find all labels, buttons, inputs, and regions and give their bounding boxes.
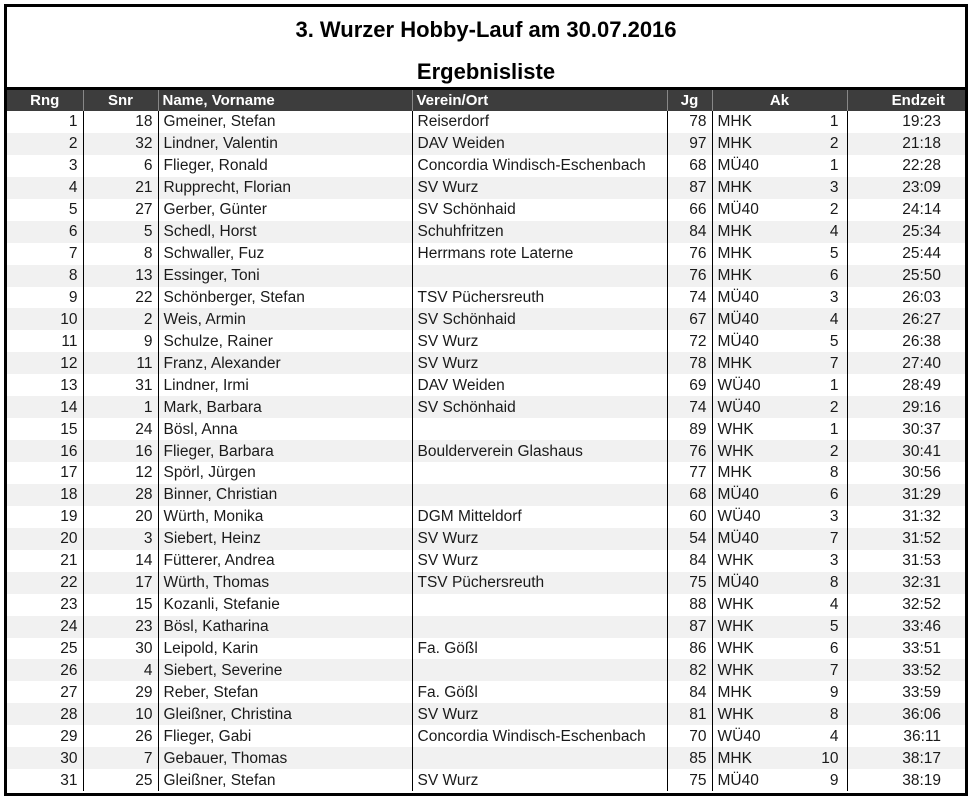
cell-snr: 2 xyxy=(83,308,158,330)
cell-name: Gmeiner, Stefan xyxy=(158,111,412,133)
cell-jg: 69 xyxy=(667,374,712,396)
cell-rng: 20 xyxy=(7,528,83,550)
cell-ak-platz: 6 xyxy=(800,265,847,287)
cell-jg: 81 xyxy=(667,703,712,725)
cell-jg: 89 xyxy=(667,418,712,440)
cell-jg: 67 xyxy=(667,308,712,330)
cell-ak-platz: 3 xyxy=(800,506,847,528)
cell-rng: 26 xyxy=(7,659,83,681)
table-row xyxy=(7,616,965,638)
cell-ak-platz: 1 xyxy=(800,374,847,396)
cell-endzeit: 28:49 xyxy=(847,374,965,396)
table-row xyxy=(7,243,965,265)
cell-jg: 84 xyxy=(667,681,712,703)
cell-jg: 70 xyxy=(667,725,712,747)
cell-name: Gleißner, Stefan xyxy=(158,769,412,791)
cell-jg: 97 xyxy=(667,133,712,155)
cell-verein: Concordia Windisch-Eschenbach xyxy=(412,725,667,747)
cell-name: Flieger, Gabi xyxy=(158,725,412,747)
cell-snr: 26 xyxy=(83,725,158,747)
cell-ak: MHK xyxy=(712,111,800,133)
cell-jg: 76 xyxy=(667,440,712,462)
results-table xyxy=(7,90,965,791)
cell-endzeit: 33:59 xyxy=(847,681,965,703)
cell-ak: MHK xyxy=(712,243,800,265)
cell-endzeit: 31:52 xyxy=(847,528,965,550)
cell-ak: WÜ40 xyxy=(712,506,800,528)
cell-name: Schwaller, Fuz xyxy=(158,243,412,265)
cell-name: Flieger, Ronald xyxy=(158,155,412,177)
cell-ak: WHK xyxy=(712,594,800,616)
cell-jg: 75 xyxy=(667,572,712,594)
cell-ak-platz: 1 xyxy=(800,111,847,133)
cell-jg: 87 xyxy=(667,177,712,199)
cell-name: Bösl, Anna xyxy=(158,418,412,440)
page-subtitle: Ergebnisliste xyxy=(416,59,556,84)
cell-snr: 32 xyxy=(83,133,158,155)
cell-snr: 17 xyxy=(83,572,158,594)
cell-verein: TSV Püchersreuth xyxy=(412,287,667,309)
cell-name: Leipold, Karin xyxy=(158,638,412,660)
cell-name: Schulze, Rainer xyxy=(158,330,412,352)
table-row xyxy=(7,352,965,374)
cell-ak: MHK xyxy=(712,221,800,243)
cell-rng: 14 xyxy=(7,396,83,418)
cell-name: Lindner, Valentin xyxy=(158,133,412,155)
cell-endzeit: 29:16 xyxy=(847,396,965,418)
cell-ak-platz: 2 xyxy=(800,199,847,221)
cell-endzeit: 32:31 xyxy=(847,572,965,594)
table-row xyxy=(7,265,965,287)
cell-jg: 84 xyxy=(667,550,712,572)
cell-jg: 54 xyxy=(667,528,712,550)
cell-name: Würth, Monika xyxy=(158,506,412,528)
cell-ak: WÜ40 xyxy=(712,374,800,396)
cell-ak-platz: 6 xyxy=(800,484,847,506)
cell-snr: 27 xyxy=(83,199,158,221)
cell-snr: 15 xyxy=(83,594,158,616)
cell-name: Lindner, Irmi xyxy=(158,374,412,396)
cell-rng: 9 xyxy=(7,287,83,309)
cell-name: Binner, Christian xyxy=(158,484,412,506)
cell-verein xyxy=(412,616,667,638)
col-header-verein[interactable]: Verein/Ort xyxy=(412,90,667,111)
cell-jg: 76 xyxy=(667,265,712,287)
cell-verein: SV Wurz xyxy=(412,330,667,352)
cell-rng: 16 xyxy=(7,440,83,462)
cell-jg: 76 xyxy=(667,243,712,265)
table-row xyxy=(7,308,965,330)
cell-snr: 4 xyxy=(83,659,158,681)
cell-endzeit: 19:23 xyxy=(847,111,965,133)
cell-ak: MHK xyxy=(712,681,800,703)
cell-rng: 12 xyxy=(7,352,83,374)
cell-name: Kozanli, Stefanie xyxy=(158,594,412,616)
cell-jg: 77 xyxy=(667,462,712,484)
cell-jg: 68 xyxy=(667,484,712,506)
cell-endzeit: 25:34 xyxy=(847,221,965,243)
cell-jg: 60 xyxy=(667,506,712,528)
cell-verein: SV Wurz xyxy=(412,550,667,572)
table-row xyxy=(7,111,965,133)
table-row xyxy=(7,506,965,528)
cell-rng: 5 xyxy=(7,199,83,221)
col-header-endzeit[interactable]: Endzeit xyxy=(847,90,965,111)
cell-ak-platz: 7 xyxy=(800,352,847,374)
cell-jg: 84 xyxy=(667,221,712,243)
cell-verein: Concordia Windisch-Eschenbach xyxy=(412,155,667,177)
cell-ak: MÜ40 xyxy=(712,308,800,330)
cell-rng: 8 xyxy=(7,265,83,287)
cell-snr: 16 xyxy=(83,440,158,462)
table-row xyxy=(7,396,965,418)
cell-name: Reber, Stefan xyxy=(158,681,412,703)
cell-ak: MHK xyxy=(712,133,800,155)
cell-rng: 30 xyxy=(7,747,83,769)
cell-ak-platz: 3 xyxy=(800,550,847,572)
cell-verein: Reiserdorf xyxy=(412,111,667,133)
cell-snr: 1 xyxy=(83,396,158,418)
cell-jg: 72 xyxy=(667,330,712,352)
cell-ak-platz: 5 xyxy=(800,330,847,352)
cell-rng: 7 xyxy=(7,243,83,265)
cell-name: Schönberger, Stefan xyxy=(158,287,412,309)
cell-ak: MHK xyxy=(712,352,800,374)
cell-endzeit: 31:32 xyxy=(847,506,965,528)
cell-endzeit: 38:19 xyxy=(847,769,965,791)
cell-verein: SV Schönhaid xyxy=(412,199,667,221)
cell-jg: 66 xyxy=(667,199,712,221)
cell-ak: MÜ40 xyxy=(712,484,800,506)
cell-verein xyxy=(412,418,667,440)
cell-snr: 9 xyxy=(83,330,158,352)
cell-ak: WHK xyxy=(712,659,800,681)
cell-ak: MHK xyxy=(712,462,800,484)
cell-ak-platz: 8 xyxy=(800,572,847,594)
cell-endzeit: 26:27 xyxy=(847,308,965,330)
cell-ak: MÜ40 xyxy=(712,199,800,221)
cell-endzeit: 32:52 xyxy=(847,594,965,616)
results-sheet xyxy=(4,4,968,796)
cell-verein xyxy=(412,462,667,484)
cell-snr: 3 xyxy=(83,528,158,550)
cell-verein: DAV Weiden xyxy=(412,374,667,396)
cell-endzeit: 36:06 xyxy=(847,703,965,725)
cell-endzeit: 26:03 xyxy=(847,287,965,309)
cell-ak: MHK xyxy=(712,265,800,287)
cell-name: Würth, Thomas xyxy=(158,572,412,594)
cell-verein xyxy=(412,747,667,769)
table-row xyxy=(7,550,965,572)
cell-verein: Fa. Gößl xyxy=(412,638,667,660)
cell-ak-platz: 5 xyxy=(800,616,847,638)
cell-snr: 20 xyxy=(83,506,158,528)
cell-verein: Herrmans rote Laterne xyxy=(412,243,667,265)
cell-name: Siebert, Severine xyxy=(158,659,412,681)
cell-ak: MHK xyxy=(712,177,800,199)
cell-name: Essinger, Toni xyxy=(158,265,412,287)
cell-endzeit: 26:38 xyxy=(847,330,965,352)
cell-jg: 82 xyxy=(667,659,712,681)
table-row xyxy=(7,287,965,309)
cell-ak-platz: 1 xyxy=(800,155,847,177)
cell-endzeit: 25:50 xyxy=(847,265,965,287)
cell-jg: 85 xyxy=(667,747,712,769)
cell-ak-platz: 7 xyxy=(800,659,847,681)
table-row xyxy=(7,177,965,199)
cell-name: Flieger, Barbara xyxy=(158,440,412,462)
table-row xyxy=(7,681,965,703)
cell-rng: 1 xyxy=(7,111,83,133)
cell-snr: 6 xyxy=(83,155,158,177)
table-row xyxy=(7,484,965,506)
cell-ak: MÜ40 xyxy=(712,155,800,177)
cell-ak: MÜ40 xyxy=(712,769,800,791)
cell-verein: Fa. Gößl xyxy=(412,681,667,703)
cell-snr: 28 xyxy=(83,484,158,506)
cell-endzeit: 36:11 xyxy=(847,725,965,747)
cell-ak-platz: 6 xyxy=(800,638,847,660)
col-header-ak[interactable]: Ak xyxy=(712,90,847,111)
cell-name: Bösl, Katharina xyxy=(158,616,412,638)
cell-snr: 8 xyxy=(83,243,158,265)
cell-verein xyxy=(412,265,667,287)
cell-jg: 68 xyxy=(667,155,712,177)
cell-ak: WHK xyxy=(712,550,800,572)
cell-ak-platz: 7 xyxy=(800,528,847,550)
cell-ak-platz: 4 xyxy=(800,725,847,747)
cell-ak-platz: 2 xyxy=(800,440,847,462)
cell-verein: SV Wurz xyxy=(412,352,667,374)
table-row xyxy=(7,725,965,747)
cell-endzeit: 24:14 xyxy=(847,199,965,221)
cell-snr: 29 xyxy=(83,681,158,703)
cell-rng: 29 xyxy=(7,725,83,747)
cell-name: Schedl, Horst xyxy=(158,221,412,243)
cell-jg: 86 xyxy=(667,638,712,660)
table-row xyxy=(7,659,965,681)
cell-name: Fütterer, Andrea xyxy=(158,550,412,572)
cell-snr: 24 xyxy=(83,418,158,440)
cell-verein: SV Schönhaid xyxy=(412,396,667,418)
cell-rng: 17 xyxy=(7,462,83,484)
cell-ak: MÜ40 xyxy=(712,330,800,352)
cell-rng: 24 xyxy=(7,616,83,638)
cell-ak-platz: 3 xyxy=(800,177,847,199)
cell-verein: SV Wurz xyxy=(412,769,667,791)
cell-snr: 31 xyxy=(83,374,158,396)
col-header-rng[interactable]: Rng xyxy=(7,90,83,111)
cell-rng: 19 xyxy=(7,506,83,528)
cell-ak-platz: 8 xyxy=(800,462,847,484)
cell-ak: WÜ40 xyxy=(712,725,800,747)
cell-verein xyxy=(412,594,667,616)
cell-verein: SV Wurz xyxy=(412,703,667,725)
cell-ak: WHK xyxy=(712,440,800,462)
cell-endzeit: 27:40 xyxy=(847,352,965,374)
table-header-row xyxy=(7,90,965,111)
cell-ak: MÜ40 xyxy=(712,572,800,594)
cell-rng: 2 xyxy=(7,133,83,155)
cell-snr: 23 xyxy=(83,616,158,638)
cell-snr: 11 xyxy=(83,352,158,374)
cell-name: Gerber, Günter xyxy=(158,199,412,221)
cell-ak: WHK xyxy=(712,638,800,660)
cell-verein: SV Wurz xyxy=(412,177,667,199)
cell-snr: 13 xyxy=(83,265,158,287)
table-row xyxy=(7,638,965,660)
cell-ak: WHK xyxy=(712,418,800,440)
table-row xyxy=(7,418,965,440)
cell-name: Rupprecht, Florian xyxy=(158,177,412,199)
cell-endzeit: 38:17 xyxy=(847,747,965,769)
cell-verein: TSV Püchersreuth xyxy=(412,572,667,594)
cell-rng: 23 xyxy=(7,594,83,616)
cell-snr: 22 xyxy=(83,287,158,309)
cell-endzeit: 31:53 xyxy=(847,550,965,572)
cell-jg: 78 xyxy=(667,111,712,133)
cell-snr: 7 xyxy=(83,747,158,769)
cell-endzeit: 31:29 xyxy=(847,484,965,506)
cell-ak-platz: 4 xyxy=(800,308,847,330)
cell-ak-platz: 10 xyxy=(800,747,847,769)
cell-ak-platz: 2 xyxy=(800,133,847,155)
cell-rng: 11 xyxy=(7,330,83,352)
cell-ak-platz: 1 xyxy=(800,418,847,440)
table-row xyxy=(7,747,965,769)
cell-jg: 75 xyxy=(667,769,712,791)
cell-endzeit: 25:44 xyxy=(847,243,965,265)
cell-rng: 3 xyxy=(7,155,83,177)
table-row xyxy=(7,440,965,462)
cell-rng: 25 xyxy=(7,638,83,660)
table-row xyxy=(7,703,965,725)
table-row xyxy=(7,572,965,594)
cell-name: Gebauer, Thomas xyxy=(158,747,412,769)
cell-jg: 78 xyxy=(667,352,712,374)
table-row xyxy=(7,155,965,177)
cell-snr: 18 xyxy=(83,111,158,133)
col-header-name[interactable]: Name, Vorname xyxy=(158,90,412,111)
cell-verein: DAV Weiden xyxy=(412,133,667,155)
cell-rng: 21 xyxy=(7,550,83,572)
cell-rng: 31 xyxy=(7,769,83,791)
cell-endzeit: 30:37 xyxy=(847,418,965,440)
cell-snr: 14 xyxy=(83,550,158,572)
cell-rng: 4 xyxy=(7,177,83,199)
cell-snr: 5 xyxy=(83,221,158,243)
cell-endzeit: 23:09 xyxy=(847,177,965,199)
table-row xyxy=(7,133,965,155)
cell-verein: DGM Mitteldorf xyxy=(412,506,667,528)
cell-ak-platz: 9 xyxy=(800,769,847,791)
cell-snr: 10 xyxy=(83,703,158,725)
cell-endzeit: 33:52 xyxy=(847,659,965,681)
cell-ak: WÜ40 xyxy=(712,396,800,418)
cell-verein xyxy=(412,659,667,681)
cell-jg: 88 xyxy=(667,594,712,616)
cell-endzeit: 33:51 xyxy=(847,638,965,660)
cell-endzeit: 22:28 xyxy=(847,155,965,177)
cell-name: Siebert, Heinz xyxy=(158,528,412,550)
cell-rng: 22 xyxy=(7,572,83,594)
cell-rng: 15 xyxy=(7,418,83,440)
table-row xyxy=(7,462,965,484)
cell-jg: 74 xyxy=(667,396,712,418)
cell-rng: 18 xyxy=(7,484,83,506)
cell-ak: WHK xyxy=(712,703,800,725)
cell-endzeit: 33:46 xyxy=(847,616,965,638)
cell-ak-platz: 4 xyxy=(800,221,847,243)
cell-ak: WHK xyxy=(712,616,800,638)
cell-name: Spörl, Jürgen xyxy=(158,462,412,484)
cell-verein xyxy=(412,484,667,506)
cell-snr: 12 xyxy=(83,462,158,484)
cell-rng: 28 xyxy=(7,703,83,725)
cell-rng: 10 xyxy=(7,308,83,330)
cell-ak: MÜ40 xyxy=(712,528,800,550)
cell-snr: 21 xyxy=(83,177,158,199)
cell-ak-platz: 8 xyxy=(800,703,847,725)
cell-name: Mark, Barbara xyxy=(158,396,412,418)
cell-name: Gleißner, Christina xyxy=(158,703,412,725)
cell-ak-platz: 5 xyxy=(800,243,847,265)
table-row xyxy=(7,769,965,791)
cell-verein: Schuhfritzen xyxy=(412,221,667,243)
cell-ak-platz: 4 xyxy=(800,594,847,616)
col-header-snr[interactable]: Snr xyxy=(83,90,158,111)
cell-snr: 30 xyxy=(83,638,158,660)
cell-ak: MÜ40 xyxy=(712,287,800,309)
table-row xyxy=(7,528,965,550)
cell-jg: 74 xyxy=(667,287,712,309)
cell-verein: SV Schönhaid xyxy=(412,308,667,330)
table-row xyxy=(7,199,965,221)
cell-endzeit: 21:18 xyxy=(847,133,965,155)
cell-rng: 13 xyxy=(7,374,83,396)
table-row xyxy=(7,594,965,616)
cell-endzeit: 30:41 xyxy=(847,440,965,462)
cell-ak-platz: 3 xyxy=(800,287,847,309)
page-title: 3. Wurzer Hobby-Lauf am 30.07.2016 xyxy=(295,17,677,42)
cell-verein: Boulderverein Glashaus xyxy=(412,440,667,462)
cell-ak-platz: 9 xyxy=(800,681,847,703)
cell-jg: 87 xyxy=(667,616,712,638)
table-row xyxy=(7,330,965,352)
cell-rng: 27 xyxy=(7,681,83,703)
cell-name: Weis, Armin xyxy=(158,308,412,330)
cell-name: Franz, Alexander xyxy=(158,352,412,374)
cell-snr: 25 xyxy=(83,769,158,791)
cell-ak-platz: 2 xyxy=(800,396,847,418)
cell-ak: MHK xyxy=(712,747,800,769)
table-row xyxy=(7,374,965,396)
table-row xyxy=(7,221,965,243)
cell-endzeit: 30:56 xyxy=(847,462,965,484)
cell-verein: SV Wurz xyxy=(412,528,667,550)
table-body xyxy=(7,111,965,791)
cell-rng: 6 xyxy=(7,221,83,243)
col-header-jg[interactable]: Jg xyxy=(667,90,712,111)
